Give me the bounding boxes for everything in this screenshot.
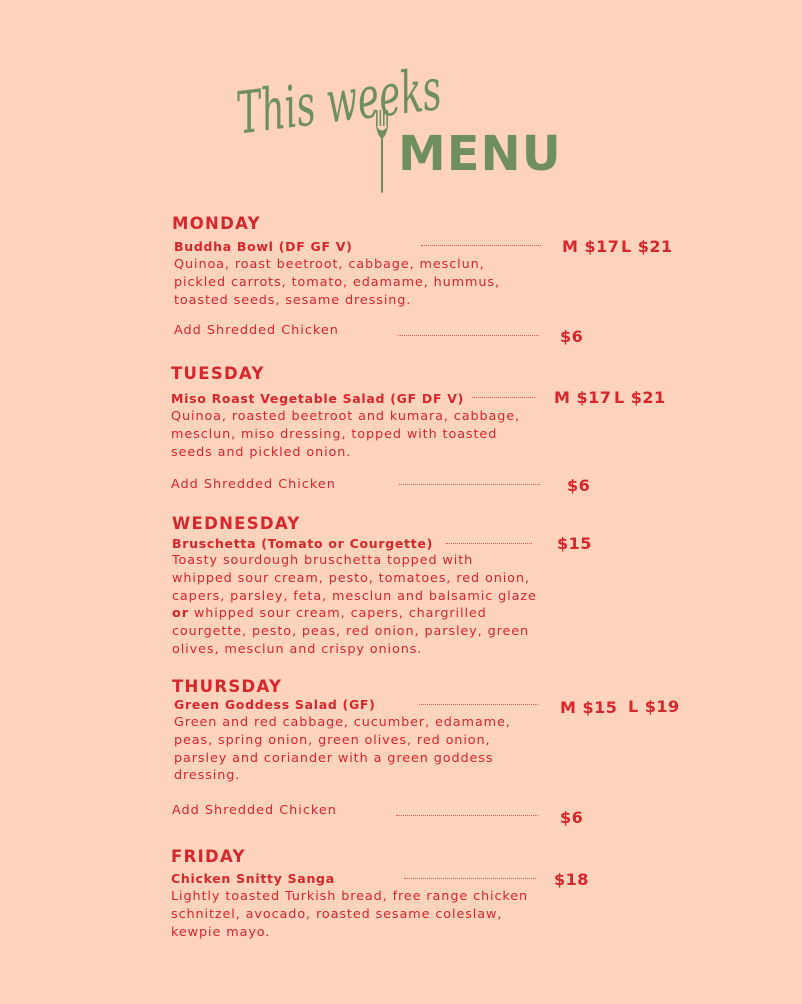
dot-leader xyxy=(446,543,532,544)
dish-name-friday: Chicken Snitty Sanga xyxy=(171,871,335,886)
price-wednesday: $15 xyxy=(557,534,592,553)
price-medium-monday: M $17 xyxy=(562,237,620,256)
dot-leader xyxy=(419,704,538,705)
dish-description-monday: Quinoa, roast beetroot, cabbage, mesclun, pickled carrots, tomato, edamame, hummus, toasted seeds, sesame dressing. xyxy=(174,257,500,308)
day-heading-friday: FRIDAY xyxy=(171,847,246,866)
dot-leader xyxy=(404,878,536,879)
fork-icon xyxy=(374,110,390,198)
dish-description-thursday: Green and red cabbage, cucumber, edamame, peas, spring onion, green olives, red onion, parsley and coriander with a green goddess dressing. xyxy=(174,715,511,784)
description-part-b: whipped sour cream, capers, chargrilled courgette, pesto, peas, red onion, parsley, green olives, mesclun and crispy onions. xyxy=(172,606,530,657)
dish-description-wednesday xyxy=(172,552,537,659)
addon-price-tuesday: $6 xyxy=(567,476,591,495)
description-or: or xyxy=(172,606,189,622)
dish-description-friday: Lightly toasted Turkish bread, free range chicken schnitzel, avocado, roasted sesame coleslaw, kewpie mayo. xyxy=(171,889,529,940)
price-medium-tuesday: M $17 xyxy=(554,388,612,407)
dot-leader xyxy=(399,484,540,485)
dish-name-thursday: Green Goddess Salad (GF) xyxy=(174,697,376,712)
script-title-text: This weeks xyxy=(233,40,462,138)
day-heading-thursday: THURSDAY xyxy=(172,677,283,696)
price-large-tuesday: L $21 xyxy=(614,388,666,407)
dot-leader xyxy=(396,815,538,816)
price-large-monday: L $21 xyxy=(621,237,673,256)
price-medium-thursday: M $15 xyxy=(560,698,618,717)
dot-leader xyxy=(472,397,535,398)
menu-heading: MENU xyxy=(398,126,562,182)
addon-label-thursday: Add Shredded Chicken xyxy=(172,803,337,818)
price-friday: $18 xyxy=(554,870,589,889)
dot-leader xyxy=(421,245,541,246)
addon-price-monday: $6 xyxy=(560,327,584,346)
script-title-svg xyxy=(232,28,462,138)
dot-leader xyxy=(398,335,539,336)
dish-name-wednesday: Bruschetta (Tomato or Courgette) xyxy=(172,536,433,551)
day-heading-monday: MONDAY xyxy=(172,214,261,233)
dish-name-monday: Buddha Bowl (DF GF V) xyxy=(174,239,353,254)
addon-price-thursday: $6 xyxy=(560,808,584,827)
dish-description-tuesday: Quinoa, roasted beetroot and kumara, cabbage, mesclun, miso dressing, topped with toasted seeds and pickled onion. xyxy=(171,409,521,460)
addon-label-tuesday: Add Shredded Chicken xyxy=(171,477,336,492)
dish-name-tuesday: Miso Roast Vegetable Salad (GF DF V) xyxy=(171,391,465,406)
day-heading-tuesday: TUESDAY xyxy=(171,364,265,383)
description-part-a: Toasty sourdough bruschetta topped with whipped sour cream, pesto, tomatoes, red onion, capers, parsley, feta, mesclun and balsamic glaze xyxy=(172,553,537,604)
day-heading-wednesday: WEDNESDAY xyxy=(172,514,301,533)
addon-label-monday: Add Shredded Chicken xyxy=(174,323,339,338)
price-large-thursday: L $19 xyxy=(628,697,680,716)
